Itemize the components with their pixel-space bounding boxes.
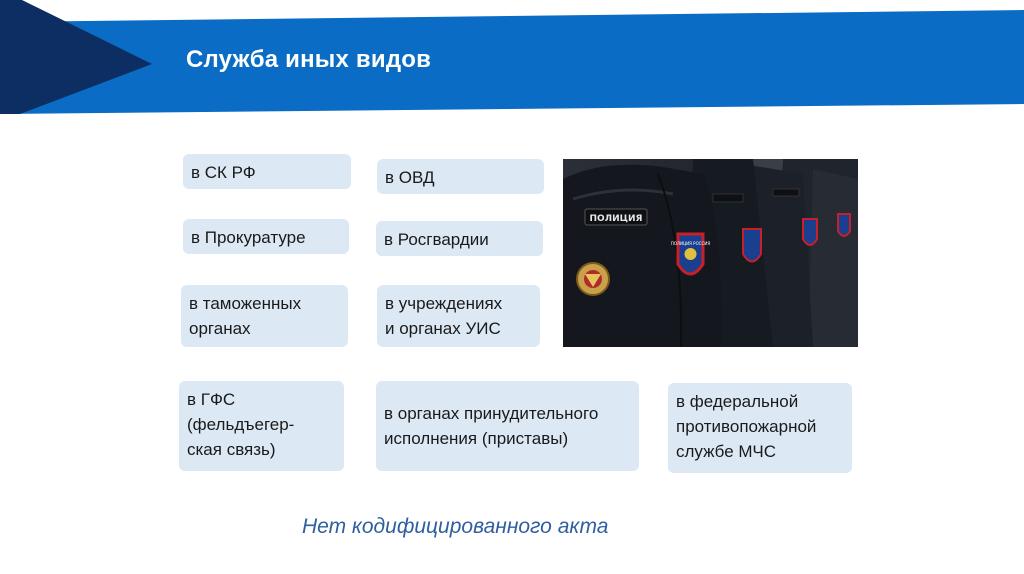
card-rosgvardiya: в Росгвардии [376,221,543,256]
card-bailiffs: в органах принудительного исполнения (приставы) [376,381,639,471]
card-prokuratura: в Прокуратуре [183,219,349,254]
police-uniforms-illustration [563,159,858,347]
card-gfs: в ГФС (фельдъегер- ская связь) [179,381,344,471]
sleeve-patch-text: ПОЛИЦИЯ РОССИЯ [670,241,711,246]
card-sk-rf: в СК РФ [183,154,351,189]
card-customs: в таможенных органах [181,285,348,347]
slide-title: Служба иных видов [186,46,432,73]
slide-header [0,0,1024,118]
police-officers-photo [563,159,858,347]
header-blue-band [0,10,1024,114]
footer-note: Нет кодифицированного акта [302,515,609,538]
shoulder-patch-text: ПОЛИЦИЯ [589,214,643,224]
header-banner-shape [0,0,1024,118]
card-mchs: в федеральной противопожарной службе МЧС [668,383,852,473]
card-ovd: в ОВД [377,159,544,194]
card-uis: в учреждениях и органах УИС [377,285,540,347]
